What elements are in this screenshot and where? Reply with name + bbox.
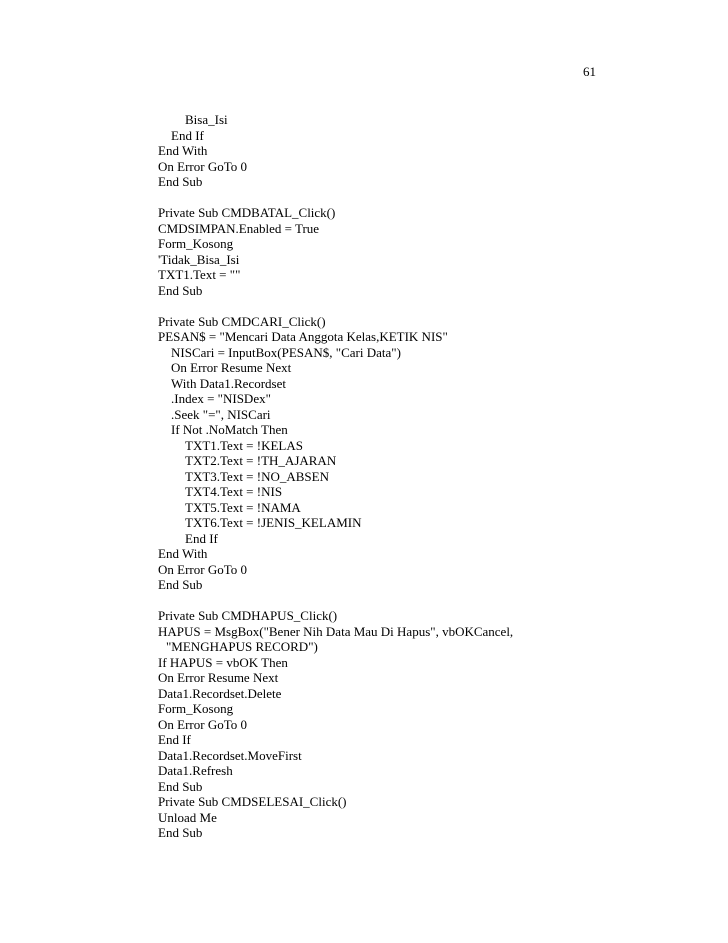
code-line: NISCari = InputBox(PESAN$, "Cari Data"): [171, 344, 401, 360]
code-line: TXT2.Text = !TH_AJARAN: [185, 453, 337, 468]
page-number: 61: [583, 64, 596, 79]
code-line: End With: [158, 546, 208, 561]
code-line: Form_Kosong: [158, 236, 234, 251]
code-line: Form_Kosong: [158, 701, 234, 716]
code-line: Private Sub CMDHAPUS_Click(): [158, 608, 338, 623]
code-line: Private Sub CMDSELESAI_Click(): [158, 794, 347, 809]
code-line: .Index = "NISDex": [171, 391, 271, 406]
code-line: End Sub: [158, 825, 203, 840]
code-line: HAPUS = MsgBox("Bener Nih Data Mau Di Hapus", vbOKCancel,: [158, 623, 514, 639]
code-line: End Sub: [158, 174, 203, 189]
code-line: If HAPUS = vbOK Then: [158, 654, 288, 670]
blank-line: [158, 593, 638, 609]
code-line: PESAN$ = "Mencari Data Anggota Kelas,KETIK NIS": [158, 329, 448, 344]
code-line: .Seek "=", NISCari: [171, 406, 271, 422]
code-line: Data1.Recordset.Delete: [158, 685, 282, 701]
code-listing: [158, 112, 638, 841]
code-line: With Data1.Recordset: [171, 375, 286, 391]
code-line: Bisa_Isi: [185, 112, 228, 127]
code-line: End If: [185, 530, 218, 546]
code-line: Data1.Recordset.MoveFirst: [158, 747, 302, 763]
code-line: On Error Resume Next: [158, 670, 279, 685]
code-line: On Error Resume Next: [171, 360, 292, 375]
code-line: Data1.Refresh: [158, 763, 233, 778]
code-line: End Sub: [158, 778, 203, 794]
code-line: TXT4.Text = !NIS: [185, 484, 283, 499]
code-line: TXT1.Text = "": [158, 267, 241, 282]
code-line: End If: [158, 732, 191, 747]
code-line: Unload Me: [158, 809, 217, 825]
code-line: TXT6.Text = !JENIS_KELAMIN: [185, 515, 362, 530]
code-line: Private Sub CMDCARI_Click(): [158, 313, 326, 329]
code-line: TXT1.Text = !KELAS: [185, 437, 303, 453]
code-line: 'Tidak_Bisa_Isi: [158, 251, 240, 267]
blank-line: [158, 190, 638, 206]
code-line: End With: [158, 143, 208, 158]
code-line: On Error GoTo 0: [158, 561, 247, 577]
blank-line: [158, 298, 638, 314]
code-line: If Not .NoMatch Then: [171, 422, 288, 437]
code-line: Private Sub CMDBATAL_Click(): [158, 205, 336, 220]
code-line: "MENGHAPUS RECORD"): [166, 639, 318, 654]
code-line: On Error GoTo 0: [158, 158, 247, 174]
code-line: TXT5.Text = !NAMA: [185, 499, 301, 515]
code-line: TXT3.Text = !NO_ABSEN: [185, 468, 329, 484]
code-line: CMDSIMPAN.Enabled = True: [158, 220, 320, 236]
code-line: End Sub: [158, 577, 203, 592]
code-line: On Error GoTo 0: [158, 716, 247, 732]
code-line: End If: [171, 127, 204, 143]
code-line: End Sub: [158, 282, 203, 298]
